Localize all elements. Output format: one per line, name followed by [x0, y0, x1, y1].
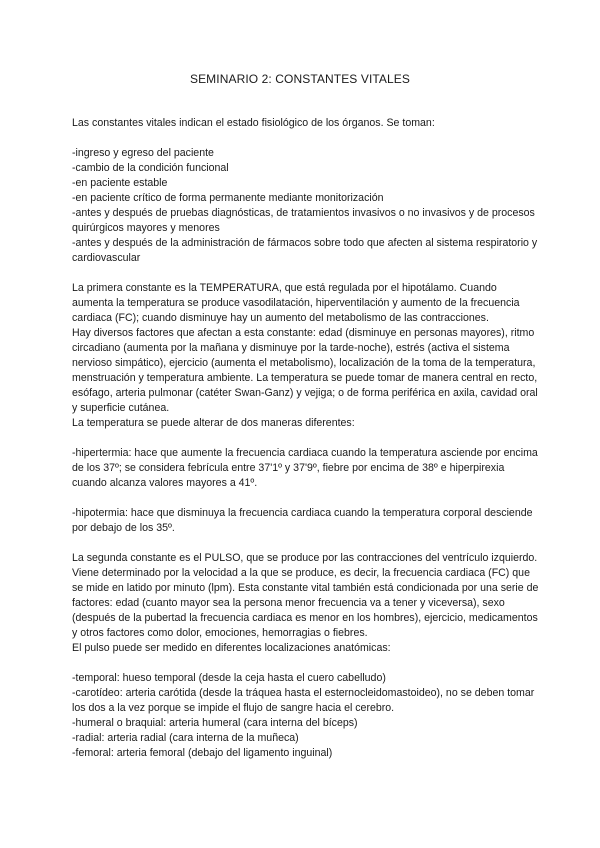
- temperature-alteration-paragraph: La temperatura se puede alterar de dos maneras diferentes:: [72, 417, 355, 429]
- list-item: -en paciente crítico de forma permanente mediante monitorización: [72, 192, 384, 204]
- list-item: -antes y después de la administración de fármacos sobre todo que afecten al sistema respiratorio y cardiovascular: [72, 237, 538, 264]
- pulse-paragraph: La segunda constante es el PULSO, que se produce por las contracciones del ventrículo izquierdo. Viene determinado por la velocidad a la que se produce, es decir, la frecuencia cardiaca (FC) que se mide en latido por minuto (lpm). Esta constante vital también está condicionada por una serie de factores: edad (cuanto mayor sea la persona menor frecuencia va a tener y viceversa), sexo (después de la pubertad la frecuencia cardiaca es menor en los hombres), ejercicio, medicamentos y otros factores como dolor, emociones, hemorragias o fiebres.: [72, 552, 539, 639]
- temperature-paragraph: La primera constante es la TEMPERATURA, que está regulada por el hipotálamo. Cuando aumenta la temperatura se produce vasodilatación, hiperventilación y aumento de la frecuencia cardiaca (FC); cuando disminuye hay un aumento del metabolismo de las contracciones.: [72, 282, 520, 324]
- list-item: -temporal: hueso temporal (desde la ceja hasta el cuero cabelludo): [72, 672, 386, 684]
- list-item: -cambio de la condición funcional: [72, 162, 229, 174]
- list-item: -antes y después de pruebas diagnósticas, de tratamientos invasivos o no invasivos y de procesos quirúrgicos mayores y menores: [72, 207, 535, 234]
- list-item: -en paciente estable: [72, 177, 168, 189]
- temperature-factors-paragraph: Hay diversos factores que afectan a esta constante: edad (disminuye en personas mayores), ritmo circadiano (aumenta por la mañana y disminuye por la tarde-noche), estrés (activa el sistema nervioso simpático), ejercicio (aumenta el metabolismo), localización de la toma de la temperatura, menstruación y temperatura ambiente. La temperatura se puede tomar de manera central en recto, esófago, arteria pulmonar (catéter Swan-Ganz) y vejiga; o de forma periférica en axila, cavidad oral y superficie cutánea.: [72, 327, 538, 414]
- document-body: [72, 116, 540, 761]
- pulse-locations-paragraph: El pulso puede ser medido en diferentes localizaciones anatómicas:: [72, 642, 391, 654]
- list-item: -humeral o braquial: arteria humeral (cara interna del bíceps): [72, 717, 358, 729]
- hipertermia-paragraph: -hipertermia: hace que aumente la frecuencia cardiaca cuando la temperatura asciende por encima de los 37º; se considera febrícula entre 37'1º y 37'9º, fiebre por encima de 38º e hiperpirexia cuando alcanza valores mayores a 41º.: [72, 447, 538, 489]
- list-item: -radial: arteria radial (cara interna de la muñeca): [72, 732, 299, 744]
- list-item: -ingreso y egreso del paciente: [72, 147, 214, 159]
- list-item: -carotídeo: arteria carótida (desde la tráquea hasta el esternocleidomastoideo), no se deben tomar los dos a la vez porque se impide el flujo de sangre hacia el cerebro.: [72, 687, 535, 714]
- hipotermia-paragraph: -hipotermia: hace que disminuya la frecuencia cardiaca cuando la temperatura corporal desciende por debajo de los 35º.: [72, 507, 533, 534]
- intro-paragraph: Las constantes vitales indican el estado fisiológico de los órganos. Se toman:: [72, 117, 435, 129]
- list-item: -femoral: arteria femoral (debajo del ligamento inguinal): [72, 747, 333, 759]
- page-title: SEMINARIO 2: CONSTANTES VITALES: [189, 72, 411, 86]
